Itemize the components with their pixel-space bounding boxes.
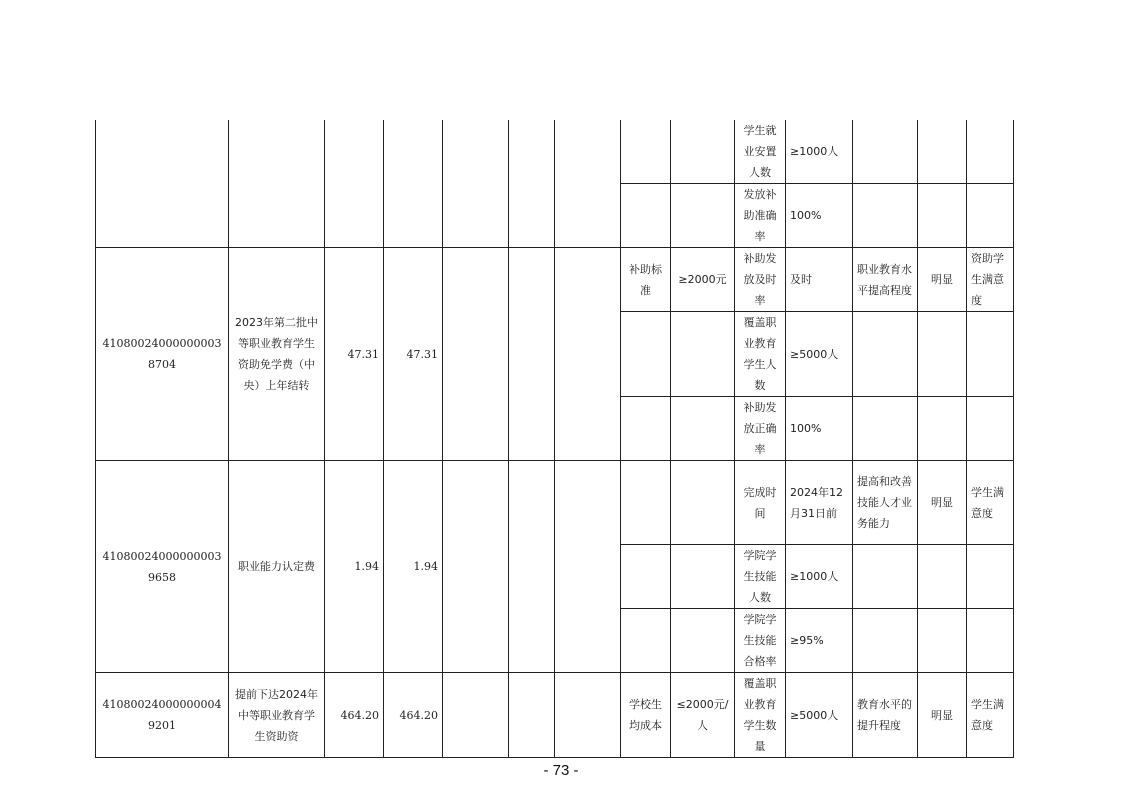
value-cell: 100% bbox=[786, 184, 853, 248]
satisfaction-cell: 学生满意度 bbox=[967, 461, 1014, 545]
indicator-cell: 覆盖职业教育学生数量 bbox=[735, 673, 786, 758]
project-code: 410800240000000049201 bbox=[96, 673, 229, 758]
amount-a: 464.20 bbox=[325, 673, 384, 758]
blank-cell bbox=[509, 120, 555, 248]
benefit-cell: 教育水平的提升程度 bbox=[853, 673, 918, 758]
degree-cell bbox=[918, 609, 967, 673]
indicator-cell: 覆盖职业教育学生人数 bbox=[735, 312, 786, 397]
indicator-cell: 完成时间 bbox=[735, 461, 786, 545]
target-cell bbox=[671, 120, 735, 184]
blank-cell bbox=[555, 673, 621, 758]
degree-cell bbox=[918, 184, 967, 248]
table-row bbox=[96, 673, 1014, 758]
benefit-cell bbox=[853, 609, 918, 673]
metric-cell bbox=[621, 609, 671, 673]
metric-cell bbox=[621, 461, 671, 545]
target-cell: ≥2000元 bbox=[671, 248, 735, 312]
table-row bbox=[96, 461, 1014, 545]
blank-cell bbox=[555, 248, 621, 461]
satisfaction-cell bbox=[967, 312, 1014, 397]
target-cell bbox=[671, 545, 735, 609]
project-code: 410800240000000038704 bbox=[96, 248, 229, 461]
target-cell bbox=[671, 609, 735, 673]
value-cell: ≥5000人 bbox=[786, 312, 853, 397]
benefit-cell: 职业教育水平提高程度 bbox=[853, 248, 918, 312]
blank-cell bbox=[443, 461, 509, 673]
satisfaction-cell bbox=[967, 120, 1014, 184]
value-cell: 2024年12月31日前 bbox=[786, 461, 853, 545]
degree-cell bbox=[918, 120, 967, 184]
performance-table bbox=[95, 120, 1014, 758]
blank-cell bbox=[555, 120, 621, 248]
amount-b bbox=[384, 120, 443, 248]
amount-b: 47.31 bbox=[384, 248, 443, 461]
benefit-cell bbox=[853, 120, 918, 184]
value-cell: ≥5000人 bbox=[786, 673, 853, 758]
amount-b: 1.94 bbox=[384, 461, 443, 673]
indicator-cell: 发放补助准确率 bbox=[735, 184, 786, 248]
metric-cell bbox=[621, 545, 671, 609]
blank-cell bbox=[509, 248, 555, 461]
project-code: 410800240000000039658 bbox=[96, 461, 229, 673]
degree-cell: 明显 bbox=[918, 461, 967, 545]
project-code bbox=[96, 120, 229, 248]
table-row bbox=[96, 248, 1014, 312]
target-cell bbox=[671, 397, 735, 461]
target-cell bbox=[671, 461, 735, 545]
project-name: 提前下达2024年中等职业教育学生资助资 bbox=[229, 673, 325, 758]
indicator-cell: 学院学生技能人数 bbox=[735, 545, 786, 609]
satisfaction-cell: 资助学生满意度 bbox=[967, 248, 1014, 312]
benefit-cell bbox=[853, 312, 918, 397]
page-number: - 73 - bbox=[543, 762, 579, 779]
metric-cell bbox=[621, 312, 671, 397]
amount-b: 464.20 bbox=[384, 673, 443, 758]
benefit-cell: 提高和改善技能人才业务能力 bbox=[853, 461, 918, 545]
indicator-cell: 学生就业安置人数 bbox=[735, 120, 786, 184]
project-name bbox=[229, 120, 325, 248]
blank-cell bbox=[443, 673, 509, 758]
indicator-cell: 补助发放正确率 bbox=[735, 397, 786, 461]
degree-cell: 明显 bbox=[918, 673, 967, 758]
satisfaction-cell bbox=[967, 397, 1014, 461]
satisfaction-cell: 学生满意度 bbox=[967, 673, 1014, 758]
amount-a: 1.94 bbox=[325, 461, 384, 673]
degree-cell bbox=[918, 397, 967, 461]
value-cell: 100% bbox=[786, 397, 853, 461]
degree-cell bbox=[918, 312, 967, 397]
satisfaction-cell bbox=[967, 184, 1014, 248]
table-row bbox=[96, 120, 1014, 184]
value-cell: ≥1000人 bbox=[786, 120, 853, 184]
blank-cell bbox=[555, 461, 621, 673]
value-cell: ≥95% bbox=[786, 609, 853, 673]
benefit-cell bbox=[853, 184, 918, 248]
metric-cell: 学校生均成本 bbox=[621, 673, 671, 758]
blank-cell bbox=[443, 120, 509, 248]
value-cell: ≥1000人 bbox=[786, 545, 853, 609]
blank-cell bbox=[509, 461, 555, 673]
satisfaction-cell bbox=[967, 609, 1014, 673]
metric-cell: 补助标准 bbox=[621, 248, 671, 312]
degree-cell: 明显 bbox=[918, 248, 967, 312]
amount-a: 47.31 bbox=[325, 248, 384, 461]
indicator-cell: 学院学生技能合格率 bbox=[735, 609, 786, 673]
target-cell bbox=[671, 312, 735, 397]
blank-cell bbox=[509, 673, 555, 758]
amount-a bbox=[325, 120, 384, 248]
metric-cell bbox=[621, 397, 671, 461]
benefit-cell bbox=[853, 397, 918, 461]
satisfaction-cell bbox=[967, 545, 1014, 609]
blank-cell bbox=[443, 248, 509, 461]
metric-cell bbox=[621, 184, 671, 248]
benefit-cell bbox=[853, 545, 918, 609]
target-cell: ≤2000元/人 bbox=[671, 673, 735, 758]
degree-cell bbox=[918, 545, 967, 609]
indicator-cell: 补助发放及时率 bbox=[735, 248, 786, 312]
metric-cell bbox=[621, 120, 671, 184]
value-cell: 及时 bbox=[786, 248, 853, 312]
project-name: 2023年第二批中等职业教育学生资助免学费（中央）上年结转 bbox=[229, 248, 325, 461]
project-name: 职业能力认定费 bbox=[229, 461, 325, 673]
target-cell bbox=[671, 184, 735, 248]
